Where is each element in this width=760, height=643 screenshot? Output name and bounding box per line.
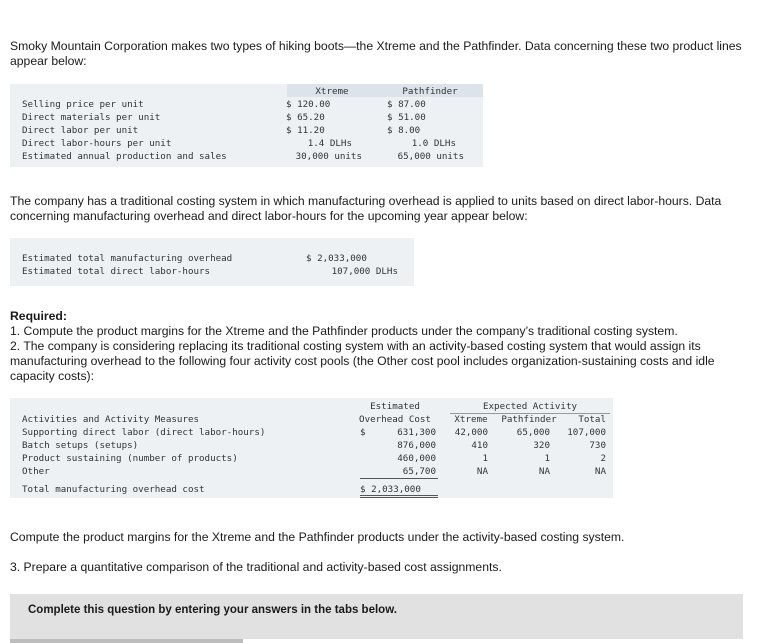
col-header-xtreme: Xtreme [315, 86, 349, 97]
pathfinder-activity: 320 [533, 440, 550, 451]
overhead-value: $ 2,033,000 [306, 253, 367, 264]
row-label: Selling price per unit [22, 99, 144, 110]
header-expected-activity: Expected Activity [482, 401, 578, 412]
pathfinder-value: 1.0 DLHs [411, 138, 456, 149]
activity-label: Batch setups (setups) [22, 440, 139, 451]
activity-label: Product sustaining (number of products) [22, 453, 238, 464]
total-overhead-value: $ 2,033,000 [360, 484, 421, 495]
total-activity: NA [594, 466, 606, 477]
header-total: Total [578, 414, 606, 425]
required-section [10, 309, 752, 384]
xtreme-activity: 1 [482, 453, 488, 464]
row-label: Direct labor-hours per unit [22, 138, 172, 149]
col-header-pathfinder: Pathfinder [402, 86, 458, 97]
overhead-cost: 460,000 [397, 453, 436, 464]
xtreme-value: $ 65.20 [286, 112, 325, 123]
required-heading: Required: [10, 309, 67, 323]
product-data-table [10, 84, 483, 167]
compute-abc-text: Compute the product margins for the Xtreme and the Pathfinder products under the activity-based costing system. [10, 530, 625, 544]
activity-label: Other [22, 466, 50, 477]
row-label: Estimated total direct labor-hours [22, 266, 211, 277]
pathfinder-value: $ 51.00 [387, 112, 426, 123]
pathfinder-activity: 65,000 [516, 427, 550, 438]
row-label: Direct labor per unit [22, 125, 139, 136]
pathfinder-value: $ 8.00 [387, 125, 421, 136]
activity-cost-pool-table [10, 398, 613, 498]
overhead-cost: 631,300 [397, 427, 436, 438]
header-pathfinder: Pathfinder [501, 414, 557, 425]
overhead-cost: 876,000 [397, 440, 436, 451]
total-label: Total manufacturing overhead cost [22, 484, 205, 495]
header-xtreme: Xtreme [454, 414, 488, 425]
total-activity: 107,000 [567, 427, 606, 438]
instruction-text: Complete this question by entering your answers in the tabs below. [28, 604, 397, 616]
traditional-costing-text: The company has a traditional costing system in which manufacturing overhead is applied to units based on direct labor-hours. Data concerning manufacturing overhead and direct labor-hours for the upcoming year appear below: [10, 194, 722, 223]
cost-dollar-sign: $ [360, 427, 366, 438]
xtreme-activity: NA [476, 466, 488, 477]
xtreme-value: 1.4 DLHs [307, 138, 352, 149]
answer-tab-strip[interactable] [10, 639, 243, 643]
subtotal-rule [360, 478, 438, 479]
required-item-1: 1. Compute the product margins for the Xtreme and the Pathfinder products under the company’s traditional costing system. [10, 324, 678, 338]
header-estimated: Estimated [370, 401, 420, 412]
dlh-value: 107,000 DLHs [331, 266, 398, 277]
xtreme-activity: 42,000 [454, 427, 488, 438]
instruction-panel [10, 594, 743, 639]
total-activity: 730 [589, 440, 606, 451]
pathfinder-value: 65,000 units [397, 151, 464, 162]
header-activities: Activities and Activity Measures [22, 414, 200, 425]
overhead-table [10, 238, 414, 286]
row-label: Estimated annual production and sales [22, 151, 227, 162]
header-overhead-cost: Overhead Cost [359, 414, 431, 425]
xtreme-value: $ 120.00 [286, 99, 331, 110]
row-label: Estimated total manufacturing overhead [22, 253, 233, 264]
required-item-2: 2. The company is considering replacing its traditional costing system with an activity-based costing system that would assign its manufacturing overhead to the following four activity cost pools (the Other cost pool includes organization-sustaining costs and idle capacity costs): [10, 339, 715, 383]
xtreme-value: $ 11.20 [286, 125, 325, 136]
total-activity: 2 [600, 453, 606, 464]
pathfinder-value: $ 87.00 [387, 99, 426, 110]
row-label: Direct materials per unit [22, 112, 161, 123]
pathfinder-activity: NA [538, 466, 550, 477]
intro-text: Smoky Mountain Corporation makes two types of hiking boots—the Xtreme and the Pathfinder. Data concerning these two product lines appear below: [10, 39, 742, 68]
double-rule-1 [360, 495, 438, 496]
required-item-3: 3. Prepare a quantitative comparison of the traditional and activity-based cost assignments. [10, 560, 502, 574]
pathfinder-activity: 1 [544, 453, 550, 464]
xtreme-value: 30,000 units [295, 151, 362, 162]
activity-label: Supporting direct labor (direct labor-hours) [22, 427, 266, 438]
double-rule-2 [360, 497, 438, 498]
xtreme-activity: 410 [471, 440, 488, 451]
overhead-cost: 65,700 [402, 466, 436, 477]
